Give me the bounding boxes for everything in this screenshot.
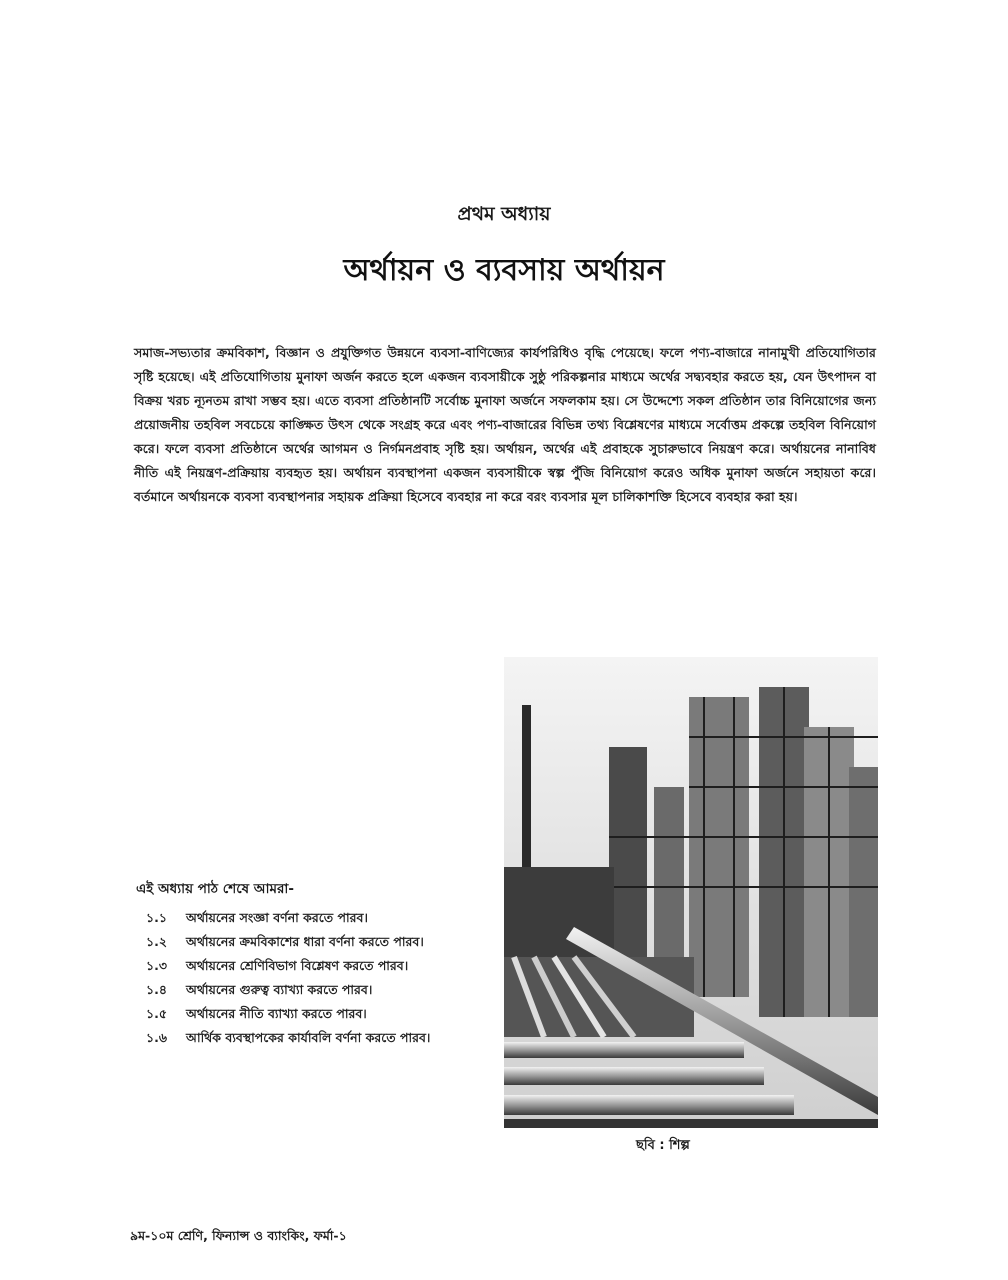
objective-text: অর্থায়নের ক্রমবিকাশের ধারা বর্ণনা করতে পারব।	[186, 934, 424, 949]
objective-text: অর্থায়নের শ্রেণিবিভাগ বিশ্লেষণ করতে পারব।	[186, 958, 409, 973]
objective-item	[146, 930, 430, 954]
objective-text: অর্থায়নের গুরুত্ব ব্যাখ্যা করতে পারব।	[186, 982, 373, 997]
intro-paragraph: সমাজ-সভ্যতার ক্রমবিকাশ, বিজ্ঞান ও প্রযুক্তিগত উন্নয়নে ব্যবসা-বাণিজ্যের কার্যপরিধিও বৃদ্ধি পেয়েছে। ফলে পণ্য-বাজারে নানামুখী প্রতিযোগিতার সৃষ্টি হয়েছে। এই প্রতিযোগিতায় মুনাফা অর্জন করতে হলে একজন ব্যবসায়ীকে সুষ্ঠু পরিকল্পনার মাধ্যমে অর্থের সদ্ব্যবহার করতে হয়, যেন উৎপাদন বা বিক্রয় খরচ ন্যূনতম রাখা সম্ভব হয়। এতে ব্যবসা প্রতিষ্ঠানটি সর্বোচ্চ মুনাফা অর্জনে সফলকাম হয়। সে উদ্দেশ্যে সকল প্রতিষ্ঠান তার বিনিয়োগের জন্য প্রয়োজনীয় তহবিল সবচেয়ে কাঙ্ক্ষিত উৎস থেকে সংগ্রহ করে এবং পণ্য-বাজারের বিভিন্ন তথ্য বিশ্লেষণের মাধ্যমে সর্বোত্তম প্রকল্পে তহবিল বিনিয়োগ করে। ফলে ব্যবসা প্রতিষ্ঠানে অর্থের আগমন ও নির্গমনপ্রবাহ সৃষ্টি হয়। অর্থায়ন, অর্থের এই প্রবাহকে সুচারুভাবে নিয়ন্ত্রণ করে। অর্থায়নের নানাবিধ নীতি এই নিয়ন্ত্রণ-প্রক্রিয়ায় ব্যবহৃত হয়। অর্থায়ন ব্যবস্থাপনা একজন ব্যবসায়ীকে স্বল্প পুঁজি বিনিয়োগ করেও অধিক মুনাফা অর্জনে সহায়তা করে। বর্তমানে অর্থায়নকে ব্যবসা ব্যবস্থাপনার সহায়ক প্রক্রিয়া হিসেবে ব্যবহার না করে বরং ব্যবসার মূল চালিকাশক্তি হিসেবে ব্যবহার করা হয়।	[134, 344, 876, 504]
photo-caption: ছবি : শিল্প	[636, 1138, 690, 1153]
objective-item	[146, 906, 430, 930]
objective-text: আর্থিক ব্যবস্থাপকের কার্যাবলি বর্ণনা করতে পারব।	[186, 1030, 431, 1045]
objective-item	[146, 1002, 430, 1026]
objective-item	[146, 978, 430, 1002]
chapter-title: অর্থায়ন ও ব্যবসায় অর্থায়ন	[343, 253, 665, 288]
objective-text: অর্থায়নের সংজ্ঞা বর্ণনা করতে পারব।	[186, 910, 368, 925]
chapter-label: প্রথম অধ্যায়	[457, 203, 551, 225]
objective-number: ১.৫	[146, 1006, 167, 1021]
objective-item	[146, 954, 430, 978]
objectives-heading: এই অধ্যায় পাঠ শেষে আমরা-	[136, 881, 294, 897]
objective-item	[146, 1026, 430, 1050]
objective-text: অর্থায়নের নীতি ব্যাখ্যা করতে পারব।	[186, 1006, 367, 1021]
objective-number: ১.৪	[146, 982, 167, 997]
objective-number: ১.৬	[146, 1030, 167, 1045]
page-footer: ৯ম-১০ম শ্রেণি, ফিন্যান্স ও ব্যাংকিং, ফর্মা-১	[130, 1228, 347, 1243]
objective-number: ১.৩	[146, 958, 167, 973]
objective-number: ১.২	[146, 934, 167, 949]
industrial-plant-illustration	[504, 657, 878, 1128]
objectives-list	[146, 906, 430, 1050]
objective-number: ১.১	[146, 910, 167, 925]
industrial-plant-photo	[504, 657, 878, 1128]
